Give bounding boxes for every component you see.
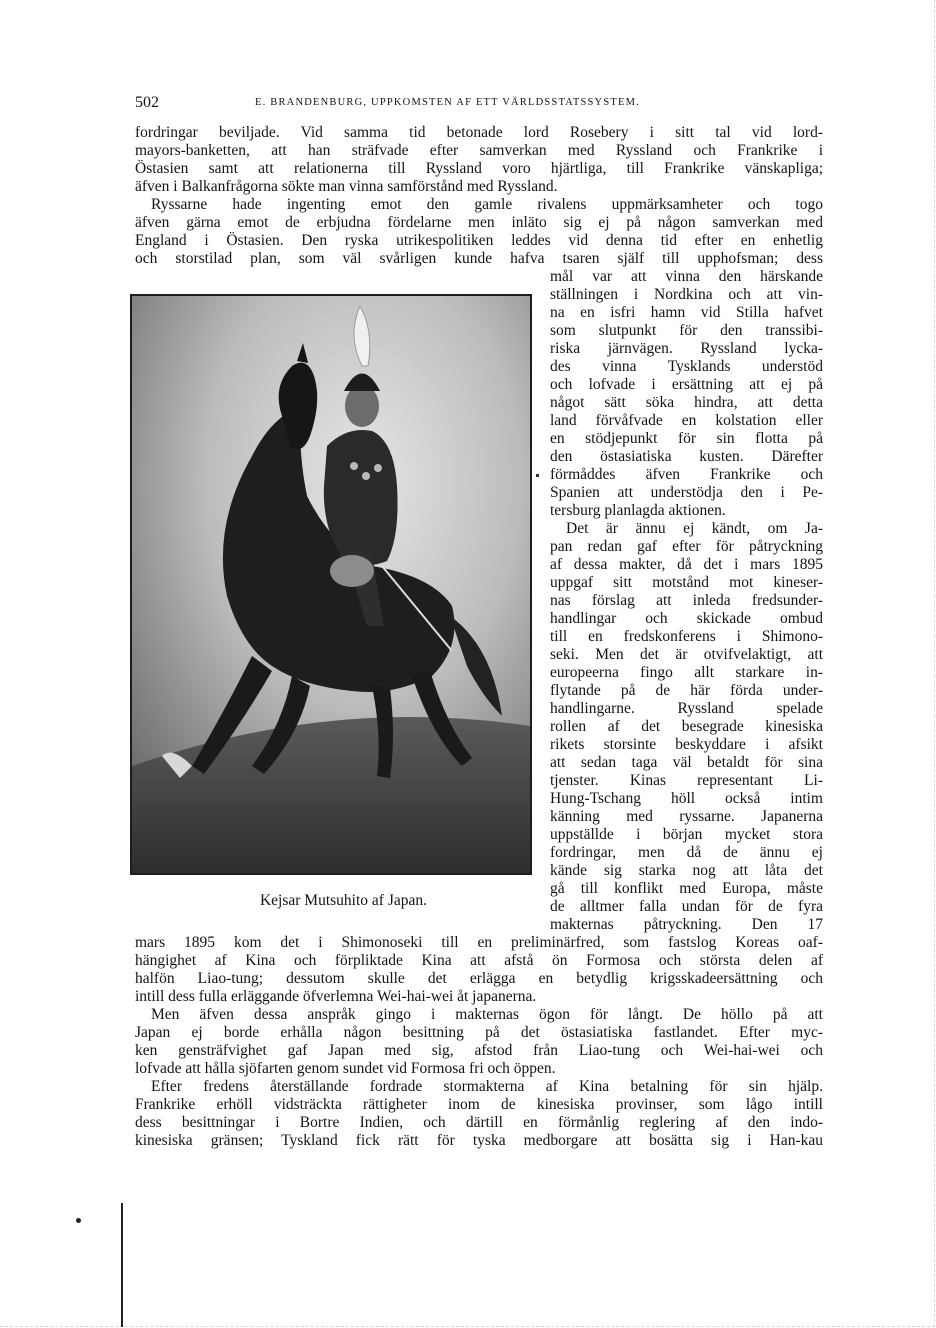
text-line: Östasien samt att relationerna till Ryssland voro hjärtliga, till Frankrike vänskapliga; — [135, 160, 823, 177]
text-line: tersburg planlagda aktionen. — [550, 502, 726, 519]
text-line: äfven gärna emot de erbjudna fördelarne men inläto sig ej på någon samverkan med — [135, 214, 823, 231]
text-line: lofvade att hålla sjöfarten genom sundet vid Formosa fri och öppen. — [135, 1060, 556, 1077]
text-line: ken gensträfvighet gaf Japan med sig, afstod från Liao-tung och Wei-hai-wei och — [135, 1042, 823, 1059]
text-line: de alltmer falla undan för de fyra — [550, 898, 823, 915]
text-line: mayors-banketten, att han sträfvade efter samverkan med Ryssland och Frankrike i — [135, 142, 823, 159]
text-line: gå till konflikt med Europa, måste — [550, 880, 823, 897]
text-line: Frankrike erhöll vidsträckta rättigheter inom de kinesiska provinser, som lågo intill — [135, 1096, 823, 1113]
text-line: rikets storsinte beskyddare i afsikt — [550, 736, 823, 753]
text-line: som slutpunkt för den transsibi- — [550, 322, 823, 339]
text-line: uppställde i början mycket stora — [550, 826, 823, 843]
figure-caption: Kejsar Mutsuhito af Japan. — [259, 892, 428, 909]
text-line: och storstilad plan, som väl svårligen kunde hafva tsaren själf till upphofsman; dess — [135, 250, 823, 267]
text-line: europeerna fingo allt starkare in- — [550, 664, 823, 681]
text-line: Hung-Tschang höll också intim — [550, 790, 823, 807]
text-line: des vinna Tysklands understöd — [550, 358, 823, 375]
text-line: halfön Liao-tung; dessutom skulle det erlägga en betydlig krigsskadeersättning och — [135, 970, 823, 987]
column-mark — [536, 474, 539, 477]
text-line: fordringar beviljade. Vid samma tid betonade lord Rosebery i sitt tal vid lord- — [135, 124, 823, 141]
portrait-illustration — [130, 294, 532, 875]
text-line: den östasiatiska kusten. Därefter — [550, 448, 823, 465]
text-line: England i Östasien. Den ryska utrikespolitiken leddes vid denna tid efter en enhetlig — [135, 232, 823, 249]
text-line: land förvåfvade en kolstation eller — [550, 412, 823, 429]
page-header — [135, 94, 823, 114]
text-line: något sätt söka hindra, att detta — [550, 394, 823, 411]
text-line: af dessa makter, då det i mars 1895 — [550, 556, 823, 573]
text-line: handlingar och skickade ombud — [550, 610, 823, 627]
page-number: 502 — [135, 94, 159, 111]
text-line: kände sig starka nog att låta det — [550, 862, 823, 879]
text-line: riska järnvägen. Ryssland lycka- — [550, 340, 823, 357]
text-line: hängighet af Kina och förpliktade Kina att afstå ön Formosa och största delen af — [135, 952, 823, 969]
text-line: mars 1895 kom det i Shimonoseki till en preliminärfred, som fastslog Koreas oaf- — [135, 934, 823, 951]
text-line: pan redan gaf efter för påtryckning — [550, 538, 823, 555]
text-line: förmåddes äfven Frankrike och — [550, 466, 823, 483]
text-line: till en fredskonferens i Shimono- — [550, 628, 823, 645]
text-line: flytande på de här förda under- — [550, 682, 823, 699]
text-line: makternas påtryckning. Den 17 — [550, 916, 823, 933]
text-line: na en isfri hamn vid Stilla hafvet — [550, 304, 823, 321]
text-line: intill dess fulla erläggande öfverlemna Wei-hai-wei åt japanerna. — [135, 988, 537, 1005]
text-line: en stödjepunkt för sin flotta på — [550, 430, 823, 447]
text-line: Spanien att understödja den i Pe- — [550, 484, 823, 501]
text-line: och lofvade i ersättning att ej på — [550, 376, 823, 393]
text-line: känning med ryssarne. Japanerna — [550, 808, 823, 825]
text-line: ställningen i Nordkina och att vin- — [550, 286, 823, 303]
running-head: E. BRANDENBURG, UPPKOMSTEN AF ETT VÄRLDSSTATSSYSTEM. — [255, 97, 640, 108]
text-line: Det är ännu ej kändt, om Ja- — [566, 520, 823, 537]
text-line: seki. Men det är otvifvelaktigt, att — [550, 646, 823, 663]
text-line: kinesiska gränsen; Tyskland fick rätt för tyska medborgare att bosätta sig i Han-kau — [135, 1132, 823, 1149]
text-line: nas förslag att inleda fredsunder- — [550, 592, 823, 609]
text-line: uppgaf sitt motstånd mot kineser- — [550, 574, 823, 591]
text-line: Ryssarne hade ingenting emot den gamle rivalens uppmärksamheter och togo — [151, 196, 823, 213]
text-line: Efter fredens återställande fordrade stormakterna af Kina betalning för sin hjälp. — [151, 1078, 823, 1095]
text-line: Japan ej borde erhålla någon besittning på det östasiatiska fastlandet. Efter myc- — [135, 1024, 823, 1041]
text-line: rollen af det besegrade kinesiska — [550, 718, 823, 735]
margin-dot — [76, 1218, 81, 1223]
text-line: tjenster. Kinas representant Li- — [550, 772, 823, 789]
text-line: dess besittningar i Bortre Indien, och därtill en förmånlig reglering af den indo- — [135, 1114, 823, 1131]
text-line: handlingarne. Ryssland spelade — [550, 700, 823, 717]
text-line: Men äfven dessa anspråk gingo i makternas ögon för långt. De höllo på att — [151, 1006, 823, 1023]
text-line: att sedan taga väl betaldt för sina — [550, 754, 823, 771]
text-line: mål var att vinna den härskande — [550, 268, 823, 285]
margin-rule — [121, 1203, 123, 1327]
text-line: fordringar, men då de ännu ej — [550, 844, 823, 861]
text-line: äfven i Balkanfrågorna sökte man vinna samförstånd med Ryssland. — [135, 178, 558, 195]
